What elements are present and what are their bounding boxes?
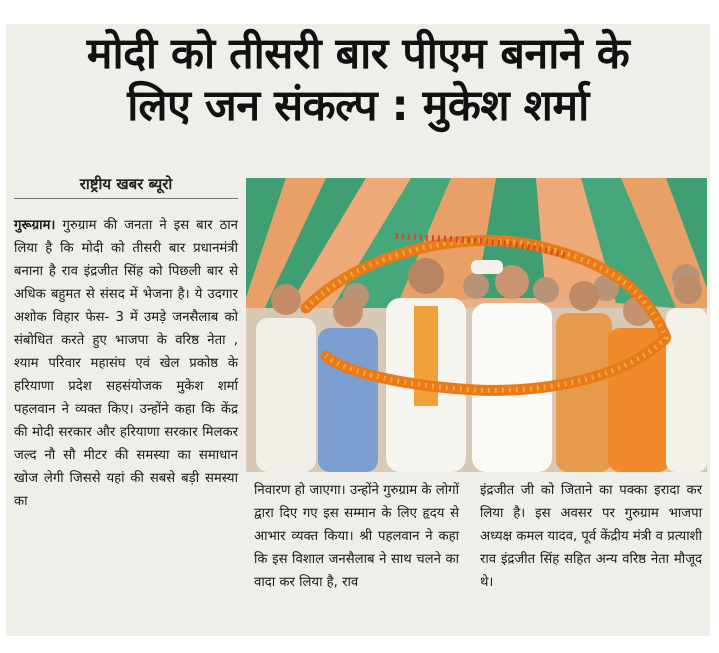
article-column-2: निवारण हो जाएगा। उन्होंने गुरुग्राम के लोगों द्वारा दिए गए इस सम्मान के लिए हृदय से आभार व्यक्त किया। श्री पहलवान ने कहा कि इस विशाल जनसैलाब ने साथ चलने का वादा कर लिया है, राव [254,483,459,590]
headline-line-1: मोदी को तीसरी बार पीएम बनाने के [86,29,630,79]
headline-line-2: लिए जन संकल्प : मुकेश शर्मा [127,81,589,131]
photo-political-rally-garland [246,178,707,472]
news-photo [246,178,707,472]
article-column-3: इंद्रजीत जी को जिताने का पक्का इरादा कर लिया है। इस अवसर पर गुरुग्राम भाजपा अध्यक्ष कमल यादव, पूर्व केंद्रीय मंत्री व प्रत्याशी राव इंद्रजीत सिंह सहित अन्य वरिष्ठ नेता मौजूद थे। [480,483,702,590]
headline [16,28,700,132]
byline-bureau: राष्ट्रीय खबर ब्यूरो [14,171,238,199]
dateline: गुरूग्राम। [14,218,56,233]
newspaper-clipping [6,24,710,636]
article-column-1 [14,214,238,513]
column-1-text: गुरुग्राम की जनता ने इस बार ठान लिया है कि मोदी को तीसरी बार प्रधानमंत्री बनाना है राव इंद्रजीत सिंह को पिछली बार से अधिक बहुमत से संसद में भेजना है। ये उदगार अशोक विहार फेस- 3 में उमड़े जनसैलाब को संबोधित करते हुए भाजपा के वरिष्ठ नेता , श्याम परिवार महासंघ एवं खेल प्रकोष्ठ के हरियाणा प्रदेश सहसंयोजक मुकेश शर्मा पहलवान ने व्यक्त किए। उन्होंने कहा कि केंद्र की मोदी सरकार और हरियाणा सरकार मिलकर जल्द नौ सौ मीटर की समस्या का समाधान खोज लेगी जिससे यहां की सबसे बड़ी समस्या का [14,218,238,509]
